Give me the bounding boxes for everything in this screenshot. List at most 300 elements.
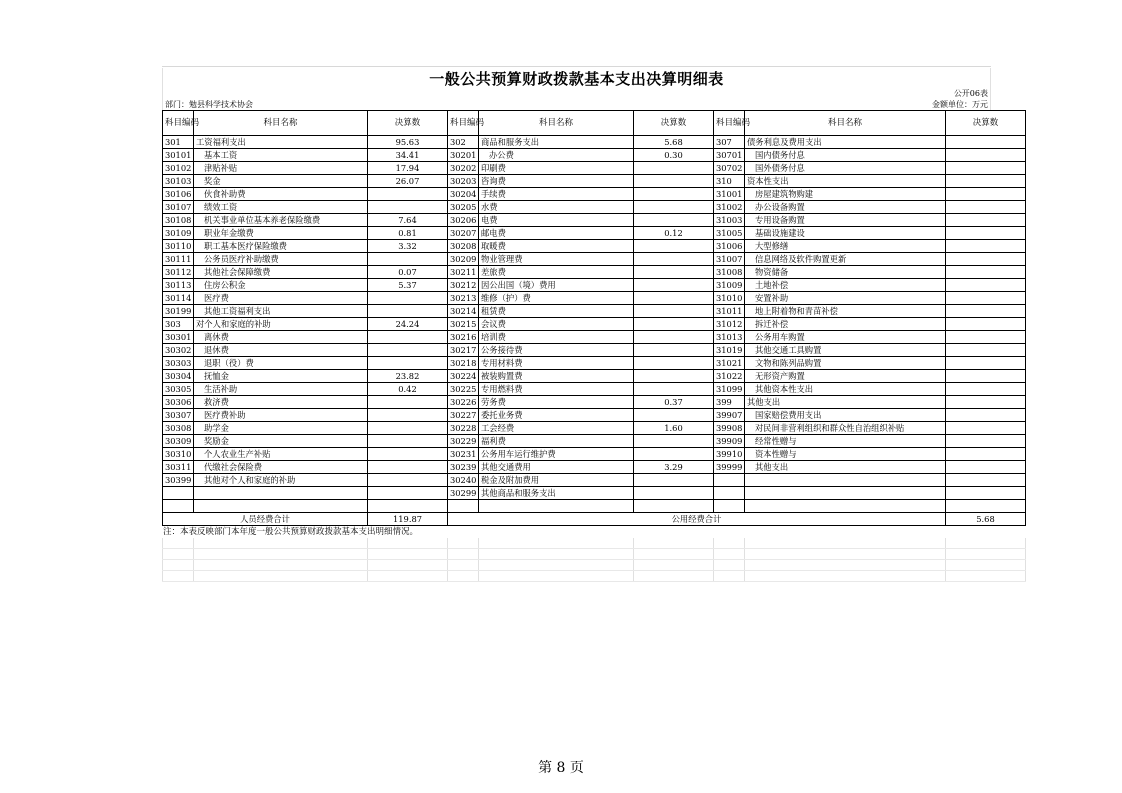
subject-code — [448, 500, 479, 513]
subject-name: 邮电费 — [479, 227, 634, 240]
amount-value — [946, 370, 1026, 383]
subject-code: 30107 — [163, 201, 194, 214]
subject-name: 大型修缮 — [745, 240, 946, 253]
header-amount-3: 决算数 — [946, 111, 1026, 136]
subject-code: 30311 — [163, 461, 194, 474]
amount-value — [946, 448, 1026, 461]
totals-row — [163, 513, 1026, 526]
subject-code: 30216 — [448, 331, 479, 344]
amount-value — [368, 435, 448, 448]
subject-code: 307 — [714, 136, 745, 149]
subject-name: 绩效工资 — [194, 201, 368, 214]
subject-name: 物业管理费 — [479, 253, 634, 266]
subject-code: 30224 — [448, 370, 479, 383]
subject-name — [194, 487, 368, 500]
amount-value — [946, 318, 1026, 331]
subject-code: 39909 — [714, 435, 745, 448]
subject-code — [163, 500, 194, 513]
subject-name: 助学金 — [194, 422, 368, 435]
amount-value — [634, 214, 714, 227]
amount-value — [946, 331, 1026, 344]
table-row — [163, 370, 1026, 383]
subject-name: 电费 — [479, 214, 634, 227]
amount-value — [946, 422, 1026, 435]
amount-value — [368, 357, 448, 370]
subject-code: 30310 — [163, 448, 194, 461]
subject-code: 30302 — [163, 344, 194, 357]
subject-name: 工资福利支出 — [194, 136, 368, 149]
subject-code: 303 — [163, 318, 194, 331]
subject-code: 30303 — [163, 357, 194, 370]
subject-name: 职工基本医疗保险缴费 — [194, 240, 368, 253]
subject-code: 39999 — [714, 461, 745, 474]
amount-value — [946, 175, 1026, 188]
amount-value — [946, 279, 1026, 292]
amount-value: 0.12 — [634, 227, 714, 240]
amount-value — [634, 305, 714, 318]
subject-name: 地上附着物和青苗补偿 — [745, 305, 946, 318]
subject-name: 个人农业生产补贴 — [194, 448, 368, 461]
subject-code: 30301 — [163, 331, 194, 344]
subject-name: 印刷费 — [479, 162, 634, 175]
subject-name: 医疗费 — [194, 292, 368, 305]
subject-name: 奖励金 — [194, 435, 368, 448]
subject-code: 30217 — [448, 344, 479, 357]
subject-name — [745, 500, 946, 513]
subject-name: 其他支出 — [745, 396, 946, 409]
personnel-total-label: 人员经费合计 — [163, 513, 368, 526]
amount-value — [946, 292, 1026, 305]
subject-code: 31001 — [714, 188, 745, 201]
subject-name: 对个人和家庭的补助 — [194, 318, 368, 331]
table-row — [163, 422, 1026, 435]
header-code-1: 科目编码 — [163, 111, 194, 136]
subject-name: 办公费 — [479, 149, 634, 162]
subject-code: 39908 — [714, 422, 745, 435]
subject-name: 住房公积金 — [194, 279, 368, 292]
amount-value — [634, 487, 714, 500]
public-total-value: 5.68 — [946, 513, 1026, 526]
header-amount-2: 决算数 — [634, 111, 714, 136]
subject-code: 30306 — [163, 396, 194, 409]
subject-name: 退职（役）费 — [194, 357, 368, 370]
subject-code: 30240 — [448, 474, 479, 487]
subject-code: 310 — [714, 175, 745, 188]
amount-value — [368, 474, 448, 487]
header-name-1: 科目名称 — [194, 111, 368, 136]
table-row — [163, 214, 1026, 227]
amount-value — [634, 201, 714, 214]
subject-code: 30108 — [163, 214, 194, 227]
subject-code: 31007 — [714, 253, 745, 266]
subject-name: 其他交通工具购置 — [745, 344, 946, 357]
header-code-3: 科目编码 — [714, 111, 745, 136]
amount-value — [634, 188, 714, 201]
amount-value — [634, 370, 714, 383]
amount-value — [946, 357, 1026, 370]
subject-name: 维修（护）费 — [479, 292, 634, 305]
subject-code: 31019 — [714, 344, 745, 357]
amount-value — [368, 396, 448, 409]
subject-code: 39910 — [714, 448, 745, 461]
amount-value: 0.42 — [368, 383, 448, 396]
department-label: 部门：勉县科学技术协会 — [165, 100, 253, 109]
subject-name: 福利费 — [479, 435, 634, 448]
amount-value — [946, 383, 1026, 396]
subject-code: 30226 — [448, 396, 479, 409]
table-row — [163, 188, 1026, 201]
amount-value — [634, 318, 714, 331]
amount-value — [946, 227, 1026, 240]
subject-code: 31011 — [714, 305, 745, 318]
subject-name: 因公出国（境）费用 — [479, 279, 634, 292]
subject-name: 取暖费 — [479, 240, 634, 253]
table-row — [163, 240, 1026, 253]
amount-value: 1.60 — [634, 422, 714, 435]
subject-name — [479, 500, 634, 513]
subject-name: 离休费 — [194, 331, 368, 344]
amount-value: 3.29 — [634, 461, 714, 474]
subject-code: 30225 — [448, 383, 479, 396]
amount-value — [368, 487, 448, 500]
amount-value — [634, 331, 714, 344]
amount-value — [946, 474, 1026, 487]
subject-name: 其他工资福利支出 — [194, 305, 368, 318]
table-row — [163, 318, 1026, 331]
subject-code: 30206 — [448, 214, 479, 227]
subject-code: 30199 — [163, 305, 194, 318]
blank-grid — [162, 538, 1026, 582]
subject-name — [194, 500, 368, 513]
subject-name — [745, 487, 946, 500]
amount-value — [634, 253, 714, 266]
amount-value — [946, 500, 1026, 513]
table-row — [163, 383, 1026, 396]
subject-name: 其他商品和服务支出 — [479, 487, 634, 500]
subject-code: 30112 — [163, 266, 194, 279]
subject-code: 30307 — [163, 409, 194, 422]
amount-value — [368, 409, 448, 422]
amount-value — [368, 253, 448, 266]
subject-code: 31022 — [714, 370, 745, 383]
public-total-label: 公用经费合计 — [448, 513, 946, 526]
amount-value: 26.07 — [368, 175, 448, 188]
subject-code: 30103 — [163, 175, 194, 188]
subject-name: 水费 — [479, 201, 634, 214]
subject-code: 30102 — [163, 162, 194, 175]
header-name-3: 科目名称 — [745, 111, 946, 136]
subject-name: 专用材料费 — [479, 357, 634, 370]
subject-name: 工会经费 — [479, 422, 634, 435]
subject-code: 30308 — [163, 422, 194, 435]
subject-name: 国外债务付息 — [745, 162, 946, 175]
table-row — [163, 175, 1026, 188]
subject-name: 手续费 — [479, 188, 634, 201]
report-sheet — [162, 68, 999, 582]
subject-code: 31003 — [714, 214, 745, 227]
header-code-2: 科目编码 — [448, 111, 479, 136]
subject-name: 对民间非营利组织和群众性自治组织补贴 — [745, 422, 946, 435]
amount-value: 0.37 — [634, 396, 714, 409]
subject-name: 安置补助 — [745, 292, 946, 305]
subject-name: 公务接待费 — [479, 344, 634, 357]
amount-value — [946, 396, 1026, 409]
amount-value — [634, 266, 714, 279]
subject-name: 税金及附加费用 — [479, 474, 634, 487]
title-row — [162, 68, 991, 88]
amount-value — [946, 487, 1026, 500]
amount-value — [634, 279, 714, 292]
subject-code: 30113 — [163, 279, 194, 292]
subject-code: 30214 — [448, 305, 479, 318]
subject-code: 30215 — [448, 318, 479, 331]
table-row — [163, 396, 1026, 409]
subject-name: 文物和陈列品购置 — [745, 357, 946, 370]
subject-name: 商品和服务支出 — [479, 136, 634, 149]
amount-value: 95.63 — [368, 136, 448, 149]
amount-value — [368, 305, 448, 318]
amount-value — [946, 214, 1026, 227]
subject-code: 30114 — [163, 292, 194, 305]
subject-name: 救济费 — [194, 396, 368, 409]
subject-code: 30399 — [163, 474, 194, 487]
subject-name: 机关事业单位基本养老保险缴费 — [194, 214, 368, 227]
subject-code: 31099 — [714, 383, 745, 396]
subject-name: 专用设备购置 — [745, 214, 946, 227]
subject-code: 31005 — [714, 227, 745, 240]
table-row — [163, 201, 1026, 214]
table-row — [163, 136, 1026, 149]
amount-value — [946, 461, 1026, 474]
amount-value — [634, 500, 714, 513]
amount-value: 3.32 — [368, 240, 448, 253]
subject-name: 拆迁补偿 — [745, 318, 946, 331]
subject-code: 31009 — [714, 279, 745, 292]
subject-name: 物资储备 — [745, 266, 946, 279]
subject-code: 30299 — [448, 487, 479, 500]
table-row — [163, 500, 1026, 513]
subject-name: 国内债务付息 — [745, 149, 946, 162]
subject-code: 30231 — [448, 448, 479, 461]
subject-name: 公务用车运行维护费 — [479, 448, 634, 461]
amount-value — [946, 201, 1026, 214]
report-title: 一般公共预算财政拨款基本支出决算明细表 — [429, 69, 724, 88]
amount-value — [634, 409, 714, 422]
table-row — [163, 253, 1026, 266]
subject-name: 土地补偿 — [745, 279, 946, 292]
table-row — [163, 461, 1026, 474]
subject-name: 伙食补助费 — [194, 188, 368, 201]
subject-code: 30106 — [163, 188, 194, 201]
subject-name: 无形资产购置 — [745, 370, 946, 383]
table-row — [163, 266, 1026, 279]
subject-code: 30208 — [448, 240, 479, 253]
table-note: 注：本表反映部门本年度一般公共预算财政拨款基本支出明细情况。 — [163, 527, 419, 537]
amount-value: 0.07 — [368, 266, 448, 279]
amount-value — [634, 435, 714, 448]
subject-name: 其他社会保障缴费 — [194, 266, 368, 279]
table-row — [163, 292, 1026, 305]
form-code-row — [162, 88, 991, 99]
subject-name: 经常性赠与 — [745, 435, 946, 448]
subject-name: 其他资本性支出 — [745, 383, 946, 396]
subject-code: 31021 — [714, 357, 745, 370]
subject-code: 30204 — [448, 188, 479, 201]
amount-value: 0.30 — [634, 149, 714, 162]
table-row — [163, 409, 1026, 422]
subject-name: 退休费 — [194, 344, 368, 357]
subject-code — [714, 500, 745, 513]
form-code: 公开06表 — [953, 89, 988, 98]
subject-code: 30201 — [448, 149, 479, 162]
subject-code: 30239 — [448, 461, 479, 474]
subject-code: 30309 — [163, 435, 194, 448]
subject-name: 其他支出 — [745, 461, 946, 474]
department-row — [162, 99, 991, 110]
amount-value — [368, 331, 448, 344]
amount-value — [368, 201, 448, 214]
subject-name: 代缴社会保险费 — [194, 461, 368, 474]
subject-name: 信息网络及软件购置更新 — [745, 253, 946, 266]
subject-name: 资本性支出 — [745, 175, 946, 188]
amount-value — [368, 344, 448, 357]
subject-code: 30218 — [448, 357, 479, 370]
expenditure-table — [162, 110, 1026, 526]
subject-name: 国家赔偿费用支出 — [745, 409, 946, 422]
table-row — [163, 487, 1026, 500]
table-row — [163, 305, 1026, 318]
subject-code: 399 — [714, 396, 745, 409]
subject-name: 医疗费补助 — [194, 409, 368, 422]
amount-value: 5.37 — [368, 279, 448, 292]
table-row — [163, 474, 1026, 487]
subject-code: 31008 — [714, 266, 745, 279]
subject-name: 专用燃料费 — [479, 383, 634, 396]
subject-name: 被装购置费 — [479, 370, 634, 383]
table-row — [163, 227, 1026, 240]
amount-value — [946, 136, 1026, 149]
amount-value — [946, 435, 1026, 448]
table-row — [163, 448, 1026, 461]
subject-name: 基础设施建设 — [745, 227, 946, 240]
subject-code: 30213 — [448, 292, 479, 305]
subject-code: 30227 — [448, 409, 479, 422]
amount-value — [946, 344, 1026, 357]
amount-value — [946, 266, 1026, 279]
amount-value: 0.81 — [368, 227, 448, 240]
subject-name: 其他交通费用 — [479, 461, 634, 474]
subject-name: 其他对个人和家庭的补助 — [194, 474, 368, 487]
subject-name: 资本性赠与 — [745, 448, 946, 461]
subject-code: 30305 — [163, 383, 194, 396]
amount-value — [946, 162, 1026, 175]
subject-code: 30211 — [448, 266, 479, 279]
amount-value — [634, 448, 714, 461]
subject-code — [714, 474, 745, 487]
subject-name: 基本工资 — [194, 149, 368, 162]
subject-name: 抚恤金 — [194, 370, 368, 383]
subject-code: 31012 — [714, 318, 745, 331]
page-number: 第 8 页 — [538, 760, 584, 776]
subject-code: 39907 — [714, 409, 745, 422]
amount-value — [368, 292, 448, 305]
subject-code — [714, 487, 745, 500]
subject-code: 30229 — [448, 435, 479, 448]
amount-value — [946, 188, 1026, 201]
subject-code: 30205 — [448, 201, 479, 214]
subject-code: 31013 — [714, 331, 745, 344]
amount-value: 5.68 — [634, 136, 714, 149]
amount-value — [946, 240, 1026, 253]
amount-value: 17.94 — [368, 162, 448, 175]
subject-code: 31002 — [714, 201, 745, 214]
subject-code: 30207 — [448, 227, 479, 240]
amount-value: 23.82 — [368, 370, 448, 383]
subject-code: 31006 — [714, 240, 745, 253]
subject-code: 30111 — [163, 253, 194, 266]
table-row — [163, 435, 1026, 448]
subject-code: 30209 — [448, 253, 479, 266]
subject-name: 津贴补贴 — [194, 162, 368, 175]
subject-code: 30203 — [448, 175, 479, 188]
amount-value — [634, 344, 714, 357]
amount-value — [634, 292, 714, 305]
table-row — [163, 149, 1026, 162]
subject-code: 30109 — [163, 227, 194, 240]
amount-value — [368, 422, 448, 435]
amount-value — [368, 188, 448, 201]
amount-value — [368, 448, 448, 461]
subject-name: 奖金 — [194, 175, 368, 188]
header-name-2: 科目名称 — [479, 111, 634, 136]
subject-name: 劳务费 — [479, 396, 634, 409]
personnel-total-value: 119.87 — [368, 513, 448, 526]
table-row — [163, 279, 1026, 292]
subject-code: 30228 — [448, 422, 479, 435]
amount-value — [946, 409, 1026, 422]
table-body — [163, 136, 1026, 513]
subject-code: 30702 — [714, 162, 745, 175]
subject-name: 会议费 — [479, 318, 634, 331]
subject-code: 302 — [448, 136, 479, 149]
table-row — [163, 344, 1026, 357]
amount-value — [634, 474, 714, 487]
subject-code: 30304 — [163, 370, 194, 383]
subject-name: 委托业务费 — [479, 409, 634, 422]
table-row — [163, 162, 1026, 175]
subject-code: 30202 — [448, 162, 479, 175]
header-amount-1: 决算数 — [368, 111, 448, 136]
subject-name: 房屋建筑物购建 — [745, 188, 946, 201]
subject-name: 差旅费 — [479, 266, 634, 279]
amount-value — [946, 253, 1026, 266]
amount-value — [368, 500, 448, 513]
amount-value: 7.64 — [368, 214, 448, 227]
subject-code: 31010 — [714, 292, 745, 305]
subject-name: 债务利息及费用支出 — [745, 136, 946, 149]
subject-name: 培训费 — [479, 331, 634, 344]
subject-name — [745, 474, 946, 487]
subject-name: 职业年金缴费 — [194, 227, 368, 240]
subject-name: 公务员医疗补助缴费 — [194, 253, 368, 266]
amount-value — [634, 240, 714, 253]
subject-code: 30110 — [163, 240, 194, 253]
amount-value — [368, 461, 448, 474]
subject-code — [163, 487, 194, 500]
unit-label: 金额单位：万元 — [932, 100, 988, 109]
subject-code: 301 — [163, 136, 194, 149]
subject-name: 公务用车购置 — [745, 331, 946, 344]
